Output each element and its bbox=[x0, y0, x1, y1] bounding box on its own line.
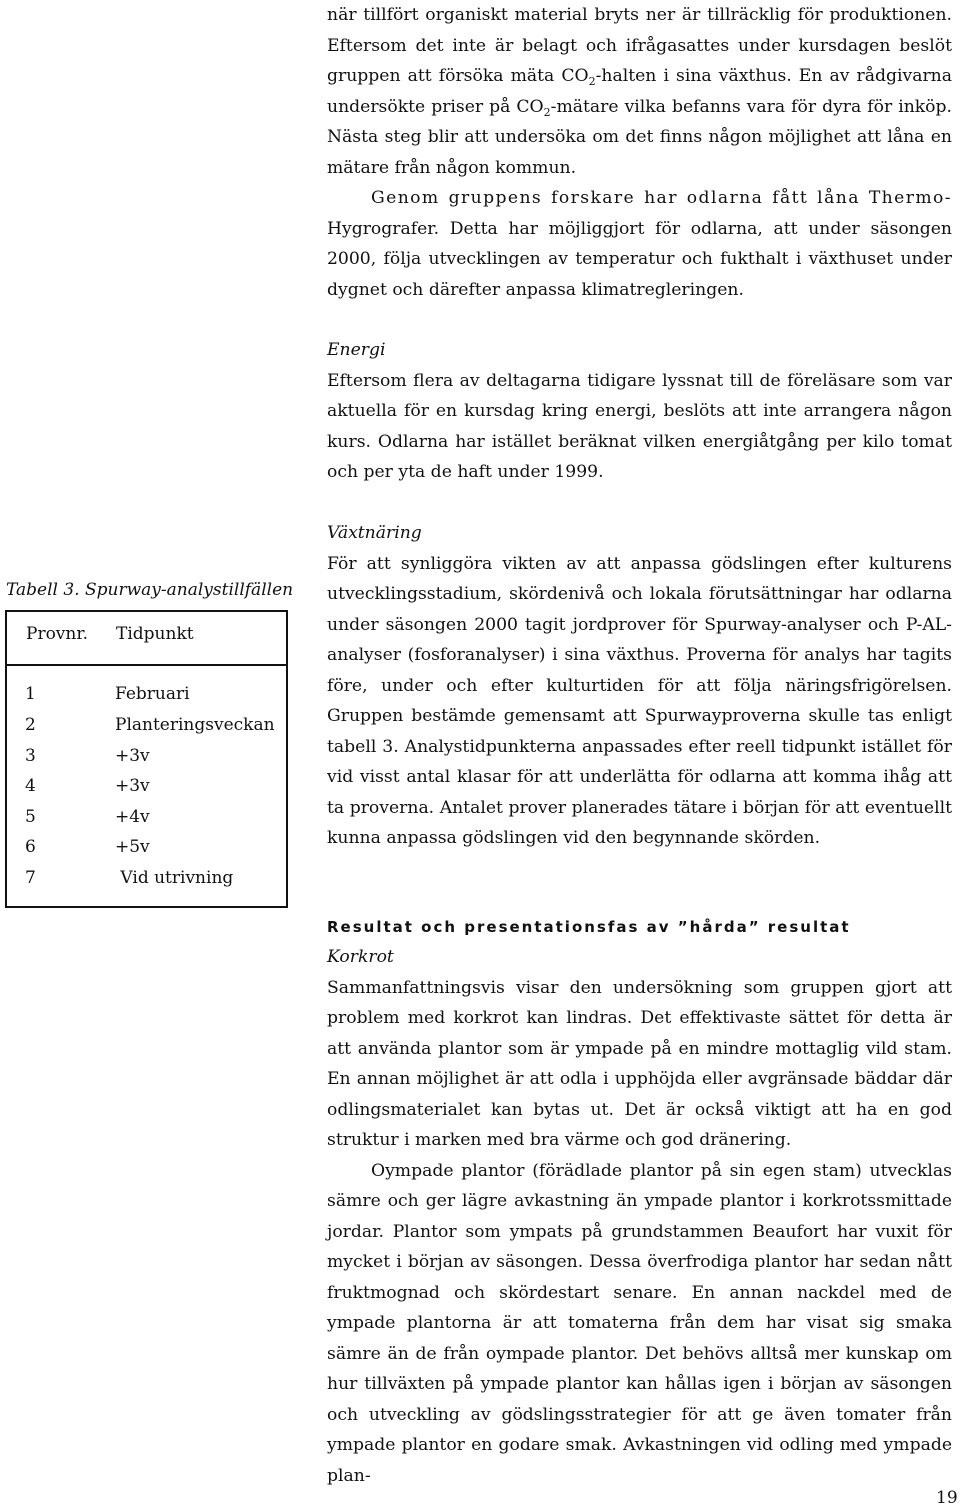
intro-paragraph-2: Genom gruppens forskare har odlarna fått låna Thermo- Hygrografer. Detta har möjliggjort för odlarna, att under säsongen 2000, följa utvecklingen av temperatur och fukthalt i växthuset under dygnet och därefter anpassa klimatregleringen. bbox=[327, 188, 952, 300]
spurway-table bbox=[5, 610, 288, 908]
korkrot-subheading: Korkrot bbox=[327, 947, 394, 967]
intro-paragraph-1: när tillfört organiskt material bryts ner är tillräcklig för produktionen. Eftersom det inte är belagt och ifrågasattes under kursdagen beslöt gruppen att försöka mäta $CO_2$-halten i sina växthus. En av rådgivarna undersökte priser på $CO_2$-mätare vilka befanns vara för dyra för inköp. Nästa steg blir att undersöka om det finns någon möjlighet att låna en mätare från någon kommun. bbox=[327, 5, 952, 178]
table-header-row bbox=[7, 612, 286, 666]
table-row bbox=[7, 837, 286, 867]
table-cell-nr: 3 bbox=[25, 746, 36, 766]
korkrot-paragraph-2: Oympade plantor (förädlade plantor på sin egen stam) utvecklas sämre och ger lägre avkastning än ympade plantor i korkrotssmittade jordar. Plantor som ympats på grundstammen Beaufort har vuxit för mycket i början av säsongen. Dessa överfrodiga plantor har sedan nått fruktmognad och skördestart senare. En annan nackdel med de ympade plantorna är att tomaterna från dem har visat sig smaka sämre än de från oympade plantor. Det behövs alltså mer kunskap om hur tillväxten på ympade plantor kan hållas igen i början av säsongen och utveckling av gödslingsstrategier för att ge även tomater från ympade plantor en godare smak. Avkastningen vid odling med ympade plan- bbox=[327, 1160, 952, 1486]
table-row bbox=[7, 868, 286, 898]
table-cell-nr: 7 bbox=[25, 868, 36, 888]
table-cell-nr: 6 bbox=[25, 837, 36, 857]
table-header-tidpunkt: Tidpunkt bbox=[116, 624, 194, 644]
table-cell-tid: Februari bbox=[115, 684, 190, 704]
table-cell-tid: +3v bbox=[115, 776, 150, 796]
table-cell-tid: Vid utrivning bbox=[115, 868, 234, 888]
table-cell-tid: +5v bbox=[115, 837, 150, 857]
table-cell-nr: 2 bbox=[25, 715, 36, 735]
table-cell-tid: +3v bbox=[115, 746, 150, 766]
resultat-section bbox=[327, 912, 952, 1491]
vaxtnaring-text: För att synliggöra vikten av att anpassa gödslingen efter kulturens utvecklingsstadium, skördenivå och lokala förutsättningar har odlarna under säsongen 2000 tagit jordprover för Spurway-analyser och P-AL-analyser (fosforanalyser) i sina växthus. Proverna för analys har tagits före, under och efter kulturtiden för att följa näringsfrigörelsen. Gruppen bestämde gemensamt att Spurwayproverna skulle tas enligt tabell 3. Analystidpunkterna anpassades efter reell tidpunkt istället för vid visst antal klasar för att underlätta för odlarna att komma ihåg att ta proverna. Antalet prover planerades tätare i början för att eventuellt kunna anpassa gödslingen vid den begynnande skörden. bbox=[327, 553, 952, 848]
table-header-provnr: Provnr. bbox=[26, 624, 89, 644]
energi-text: Eftersom flera av deltagarna tidigare lyssnat till de föreläsare som var aktuella för en kursdag kring energi, beslöts att inte arrangera någon kurs. Odlarna har istället beräknat vilken energiåtgång per kilo tomat och per yta de haft under 1999. bbox=[327, 370, 952, 482]
table-cell-tid: Planteringsveckan bbox=[115, 715, 275, 735]
table-cell-nr: 5 bbox=[25, 807, 36, 827]
table-cell-nr: 1 bbox=[25, 684, 36, 704]
page-number: 19 bbox=[936, 1488, 958, 1508]
energi-heading: Energi bbox=[327, 340, 386, 360]
intro-section bbox=[327, 0, 952, 305]
table-row bbox=[7, 715, 286, 745]
table-caption: Tabell 3. Spurway-analystillfällen bbox=[6, 580, 294, 600]
table-row bbox=[7, 746, 286, 776]
table-row bbox=[7, 684, 286, 714]
resultat-heading: Resultat och presentationsfas av ”hårda” resultat bbox=[327, 918, 851, 936]
vaxtnaring-heading: Växtnäring bbox=[327, 523, 422, 543]
energi-section bbox=[327, 335, 952, 488]
korkrot-paragraph-1: Sammanfattningsvis visar den undersökning som gruppen gjort att problem med korkrot kan lindras. Det effektivaste sättet för detta är att använda plantor som är ympade på en mindre mottaglig vild stam. En annan möjlighet är att odla i upphöjda eller avgränsade bäddar där odlingsmaterialet kan bytas ut. Det är också viktigt att ha en god struktur i marken med bra värme och god dränering. bbox=[327, 977, 952, 1150]
table-row bbox=[7, 807, 286, 837]
table-cell-nr: 4 bbox=[25, 776, 36, 796]
table-cell-tid: +4v bbox=[115, 807, 150, 827]
vaxtnaring-section bbox=[327, 518, 952, 854]
table-row bbox=[7, 776, 286, 806]
